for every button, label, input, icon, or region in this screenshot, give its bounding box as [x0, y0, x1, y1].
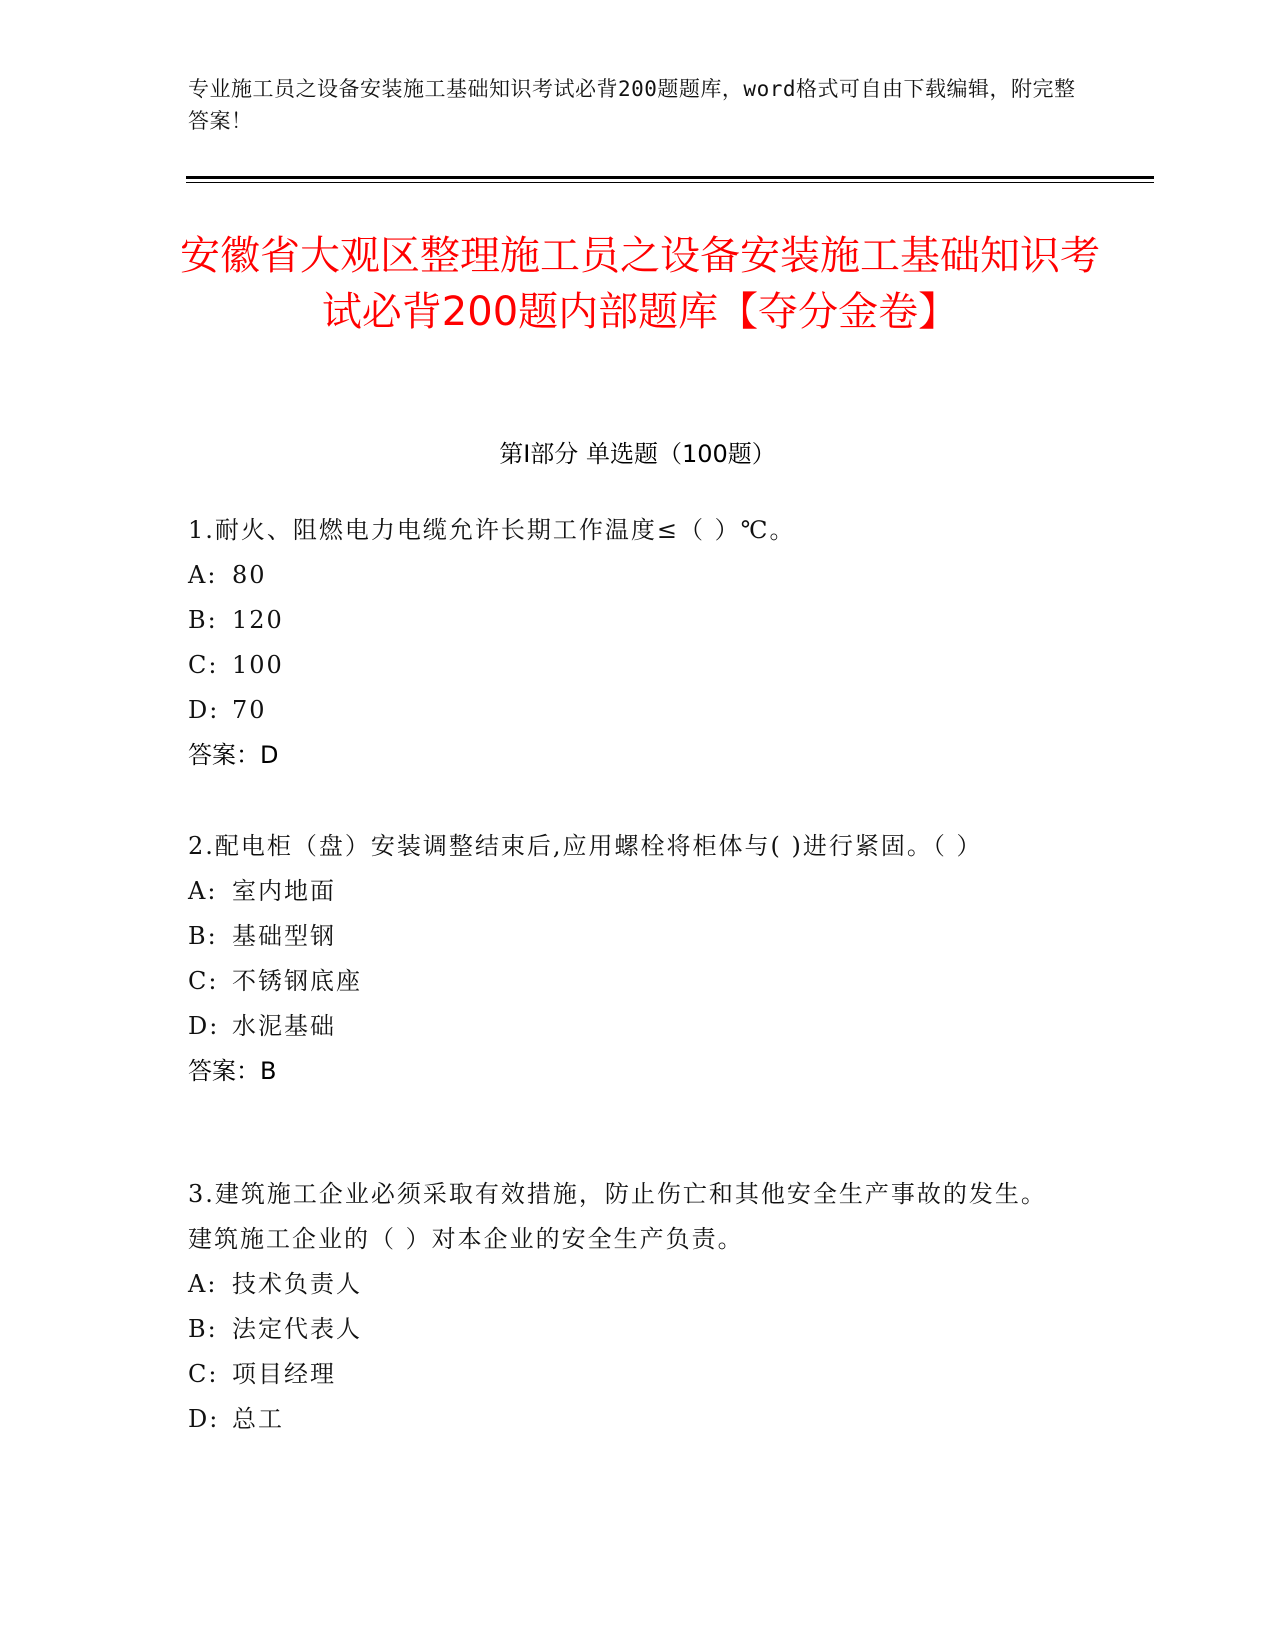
option-text: 技术负责人 [232, 1270, 362, 1298]
option-b [188, 1307, 1068, 1352]
question-3 [188, 1172, 1068, 1442]
option-text: 80 [232, 561, 267, 589]
option-text: 不锈钢底座 [232, 967, 362, 995]
header-divider-thick [186, 176, 1154, 179]
option-d [188, 688, 1068, 733]
option-letter: C: [188, 967, 219, 995]
option-text: 总工 [232, 1405, 284, 1433]
answer: 答案：D [188, 741, 279, 769]
option-d [188, 1397, 1068, 1442]
option-text: 100 [232, 651, 284, 679]
option-text: 项目经理 [232, 1360, 336, 1388]
question-stem: 1.耐火、阻燃电力电缆允许长期工作温度≤（ ）℃。 [188, 516, 796, 544]
option-letter: D: [188, 1405, 220, 1433]
question-1 [188, 508, 1068, 778]
option-text: 基础型钢 [232, 922, 336, 950]
option-letter: C: [188, 1360, 219, 1388]
option-letter: A: [188, 1270, 218, 1298]
option-letter: D: [188, 696, 220, 724]
option-text: 法定代表人 [232, 1315, 362, 1343]
option-text: 室内地面 [232, 877, 336, 905]
question-stem: 2.配电柜（盘）安装调整结束后,应用螺栓将柜体与( )进行紧固。（ ） [188, 832, 983, 860]
option-text: 120 [232, 606, 284, 634]
header-note: 专业施工员之设备安装施工基础知识考试必背200题题库，word格式可自由下载编辑，附完整答案！ [188, 77, 1076, 133]
option-text: 70 [232, 696, 267, 724]
option-c [188, 959, 1068, 1004]
option-letter: D: [188, 1012, 220, 1040]
option-letter: A: [188, 877, 218, 905]
option-text: 水泥基础 [232, 1012, 336, 1040]
option-b [188, 914, 1068, 959]
section-title: 第Ⅰ部分 单选题（100题） [499, 440, 776, 468]
option-d [188, 1004, 1068, 1049]
option-c [188, 643, 1068, 688]
question-2 [188, 824, 1068, 1094]
option-letter: B: [188, 1315, 218, 1343]
option-letter: C: [188, 651, 219, 679]
answer: 答案：B [188, 1057, 277, 1085]
option-a [188, 553, 1068, 598]
option-c [188, 1352, 1068, 1397]
option-letter: A: [188, 561, 218, 589]
option-letter: B: [188, 606, 218, 634]
question-stem: 3.建筑施工企业必须采取有效措施，防止伤亡和其他安全生产事故的发生。建筑施工企业的（ ）对本企业的安全生产负责。 [188, 1180, 1047, 1253]
option-letter: B: [188, 922, 218, 950]
header-divider-thin [186, 182, 1154, 183]
document-title: 安徽省大观区整理施工员之设备安装施工基础知识考试必背200题内部题库【夺分金卷】 [180, 233, 1100, 335]
option-a [188, 1262, 1068, 1307]
option-b [188, 598, 1068, 643]
option-a [188, 869, 1068, 914]
